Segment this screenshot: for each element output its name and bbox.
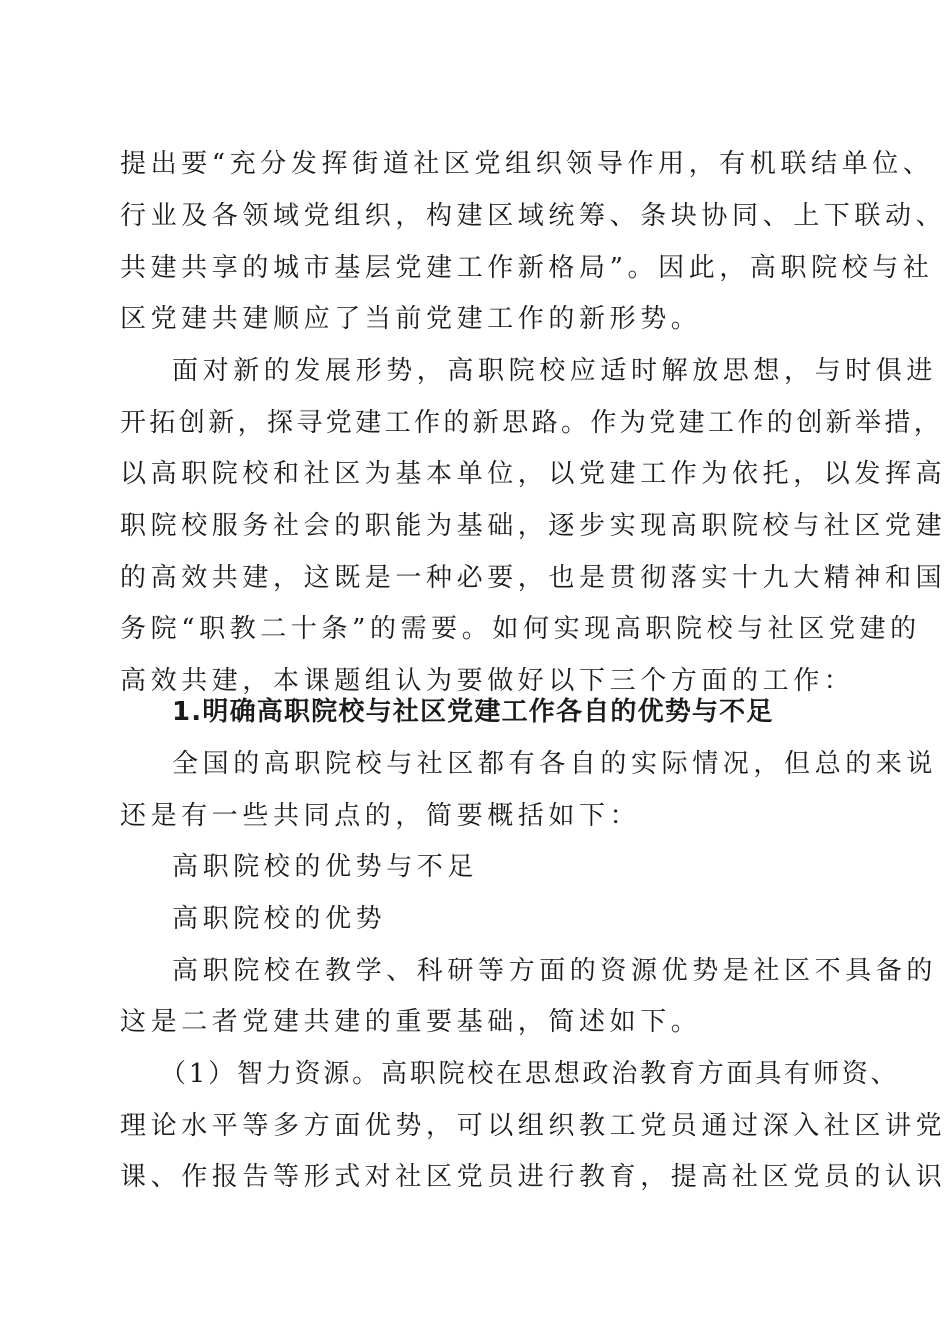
text-line: 开拓创新，探寻党建工作的新思路。作为党建工作的创新举措， (120, 408, 944, 438)
paragraph-first-line: 全国的高职院校与社区都有各自的实际情况，但总的来说 (172, 749, 938, 779)
paragraph-first-line: 高职院校在教学、科研等方面的资源优势是社区不具备的 (172, 956, 938, 986)
paragraph-first-line: （1）智力资源。高职院校在思想政治教育方面具有师资、 (160, 1059, 900, 1089)
text-line: 共建共享的城市基层党建工作新格局”。因此，高职院校与社 (120, 253, 934, 283)
paragraph-first-line: 面对新的发展形势，高职院校应适时解放思想，与时俱进 (172, 356, 938, 386)
text-line: 理论水平等多方面优势，可以组织教工党员通过深入社区讲党 (120, 1111, 947, 1141)
text-line: 务院“职教二十条”的需要。如何实现高职院校与社区党建的 (120, 614, 921, 644)
text-line: 职院校服务社会的职能为基础，逐步实现高职院校与社区党建 (120, 511, 947, 541)
subheading: 高职院校的优势与不足 (172, 852, 479, 882)
text-line: 行业及各领域党组织，构建区域统筹、条块协同、上下联动、 (120, 201, 947, 231)
section-heading: 1.明确高职院校与社区党建工作各自的优势与不足 (172, 697, 774, 727)
text-line: 还是有一些共同点的，简要概括如下： (120, 801, 641, 831)
text-line: 这是二者党建共建的重要基础，简述如下。 (120, 1007, 702, 1037)
text-line: 的高效共建，这既是一种必要，也是贯彻落实十九大精神和国 (120, 563, 947, 593)
subheading: 高职院校的优势 (172, 904, 387, 934)
text-line: 课、作报告等形式对社区党员进行教育，提高社区党员的认识 (120, 1162, 947, 1192)
text-line: 提出要“充分发挥街道社区党组织领导作用，有机联结单位、 (120, 149, 934, 179)
text-line: 高效共建，本课题组认为要做好以下三个方面的工作： (120, 666, 855, 696)
text-line: 区党建共建顺应了当前党建工作的新形势。 (120, 304, 702, 334)
text-line: 以高职院校和社区为基本单位，以党建工作为依托，以发挥高 (120, 459, 947, 489)
